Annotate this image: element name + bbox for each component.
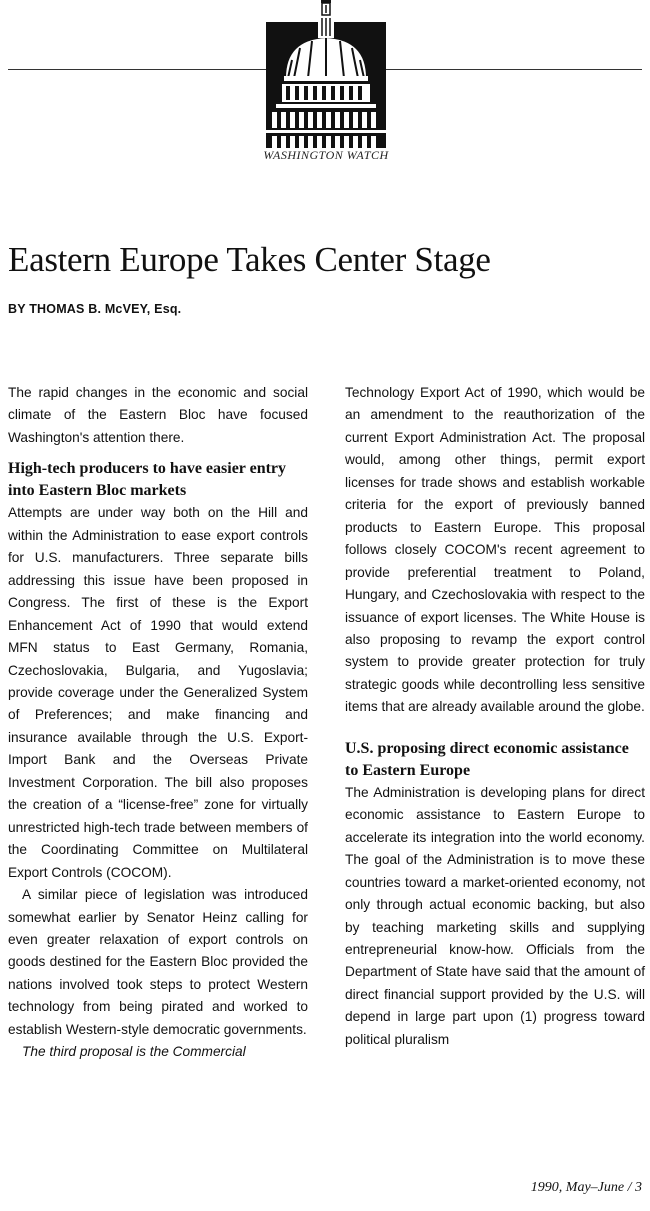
section-name: WASHINGTON WATCH: [263, 148, 389, 162]
intro-paragraph: The rapid changes in the economic and social climate of the Eastern Bloc have focused Washington's attention there.: [8, 385, 308, 445]
body-paragraph: A similar piece of legislation was introduced somewhat earlier by Senator Heinz calling for even greater relaxation of export controls on goods destined for the Eastern Bloc provided the nations involved took steps to protect Western technology from being pirated and worked to establish Western-style democratic governments.: [8, 887, 308, 1037]
section-heading-high-tech: High-tech producers to have easier entry into Eastern Bloc markets: [8, 460, 287, 500]
body-paragraph: Technology Export Act of 1990, which would be an amendment to the reauthorization of the current Export Administration Act. The proposal would, among other things, permit export licenses for trade shows and establish workable criteria for the export of previously banned products to Eastern Europe. This proposal follows closely COCOM's recent agreement to provide preferential treatment to Poland, Hungary, and Czechoslovakia with respect to the issuance of export licenses. The White House is also proposing to revamp the export control system to provide greater protection for truly strategic goods while decontrolling less sensitive items that are already available around the globe.: [345, 385, 645, 715]
article-byline: BY THOMAS B. McVEY, Esq.: [8, 302, 182, 316]
article-title: Eastern Europe Takes Center Stage: [8, 240, 491, 279]
page-footer: 1990, May–June / 3: [530, 1180, 642, 1195]
header-rule-right: [386, 69, 642, 70]
left-column: [8, 382, 308, 1064]
body-paragraph: The third proposal is the Commercial: [22, 1044, 246, 1060]
body-paragraph: Attempts are under way both on the Hill and within the Administration to ease export controls for U.S. manufacturers. Three separate bills addressing this issue have been proposed in Congress. The first of these is the Export Enhancement Act of 1990 that would extend MFN status to East Germany, Romania, Czechoslovakia, Bulgaria, and Yugoslavia; provide coverage under the Generalized System of Preferences; and make financing and insurance available through the U.S. Export-Import Bank and the Overseas Private Investment Corporation. The bill also proposes the creation of a “license-free” zone for virtually unrestricted high-tech trade between members of the Coordinating Committee on Multilateral Export Controls (COCOM).: [8, 505, 308, 880]
body-paragraph: The Administration is developing plans for direct economic assistance to Eastern Europe to accelerate its integration into the world economy. The goal of the Administration is to move these countries toward a market-oriented economy, not only through actual economic backing, but also by teaching marketing skills and supplying entrepreneurial know-how. Officials from the Department of State have said that the amount of direct financial support provided by the U.S. will depend in large part upon (1) progress toward political pluralism: [345, 784, 645, 1047]
section-heading-economic-assistance: U.S. proposing direct economic assistance to Eastern Europe: [345, 739, 629, 779]
right-column: [345, 382, 645, 1051]
capitol-dome-icon: [266, 0, 386, 150]
header-rule-left: [8, 69, 266, 70]
